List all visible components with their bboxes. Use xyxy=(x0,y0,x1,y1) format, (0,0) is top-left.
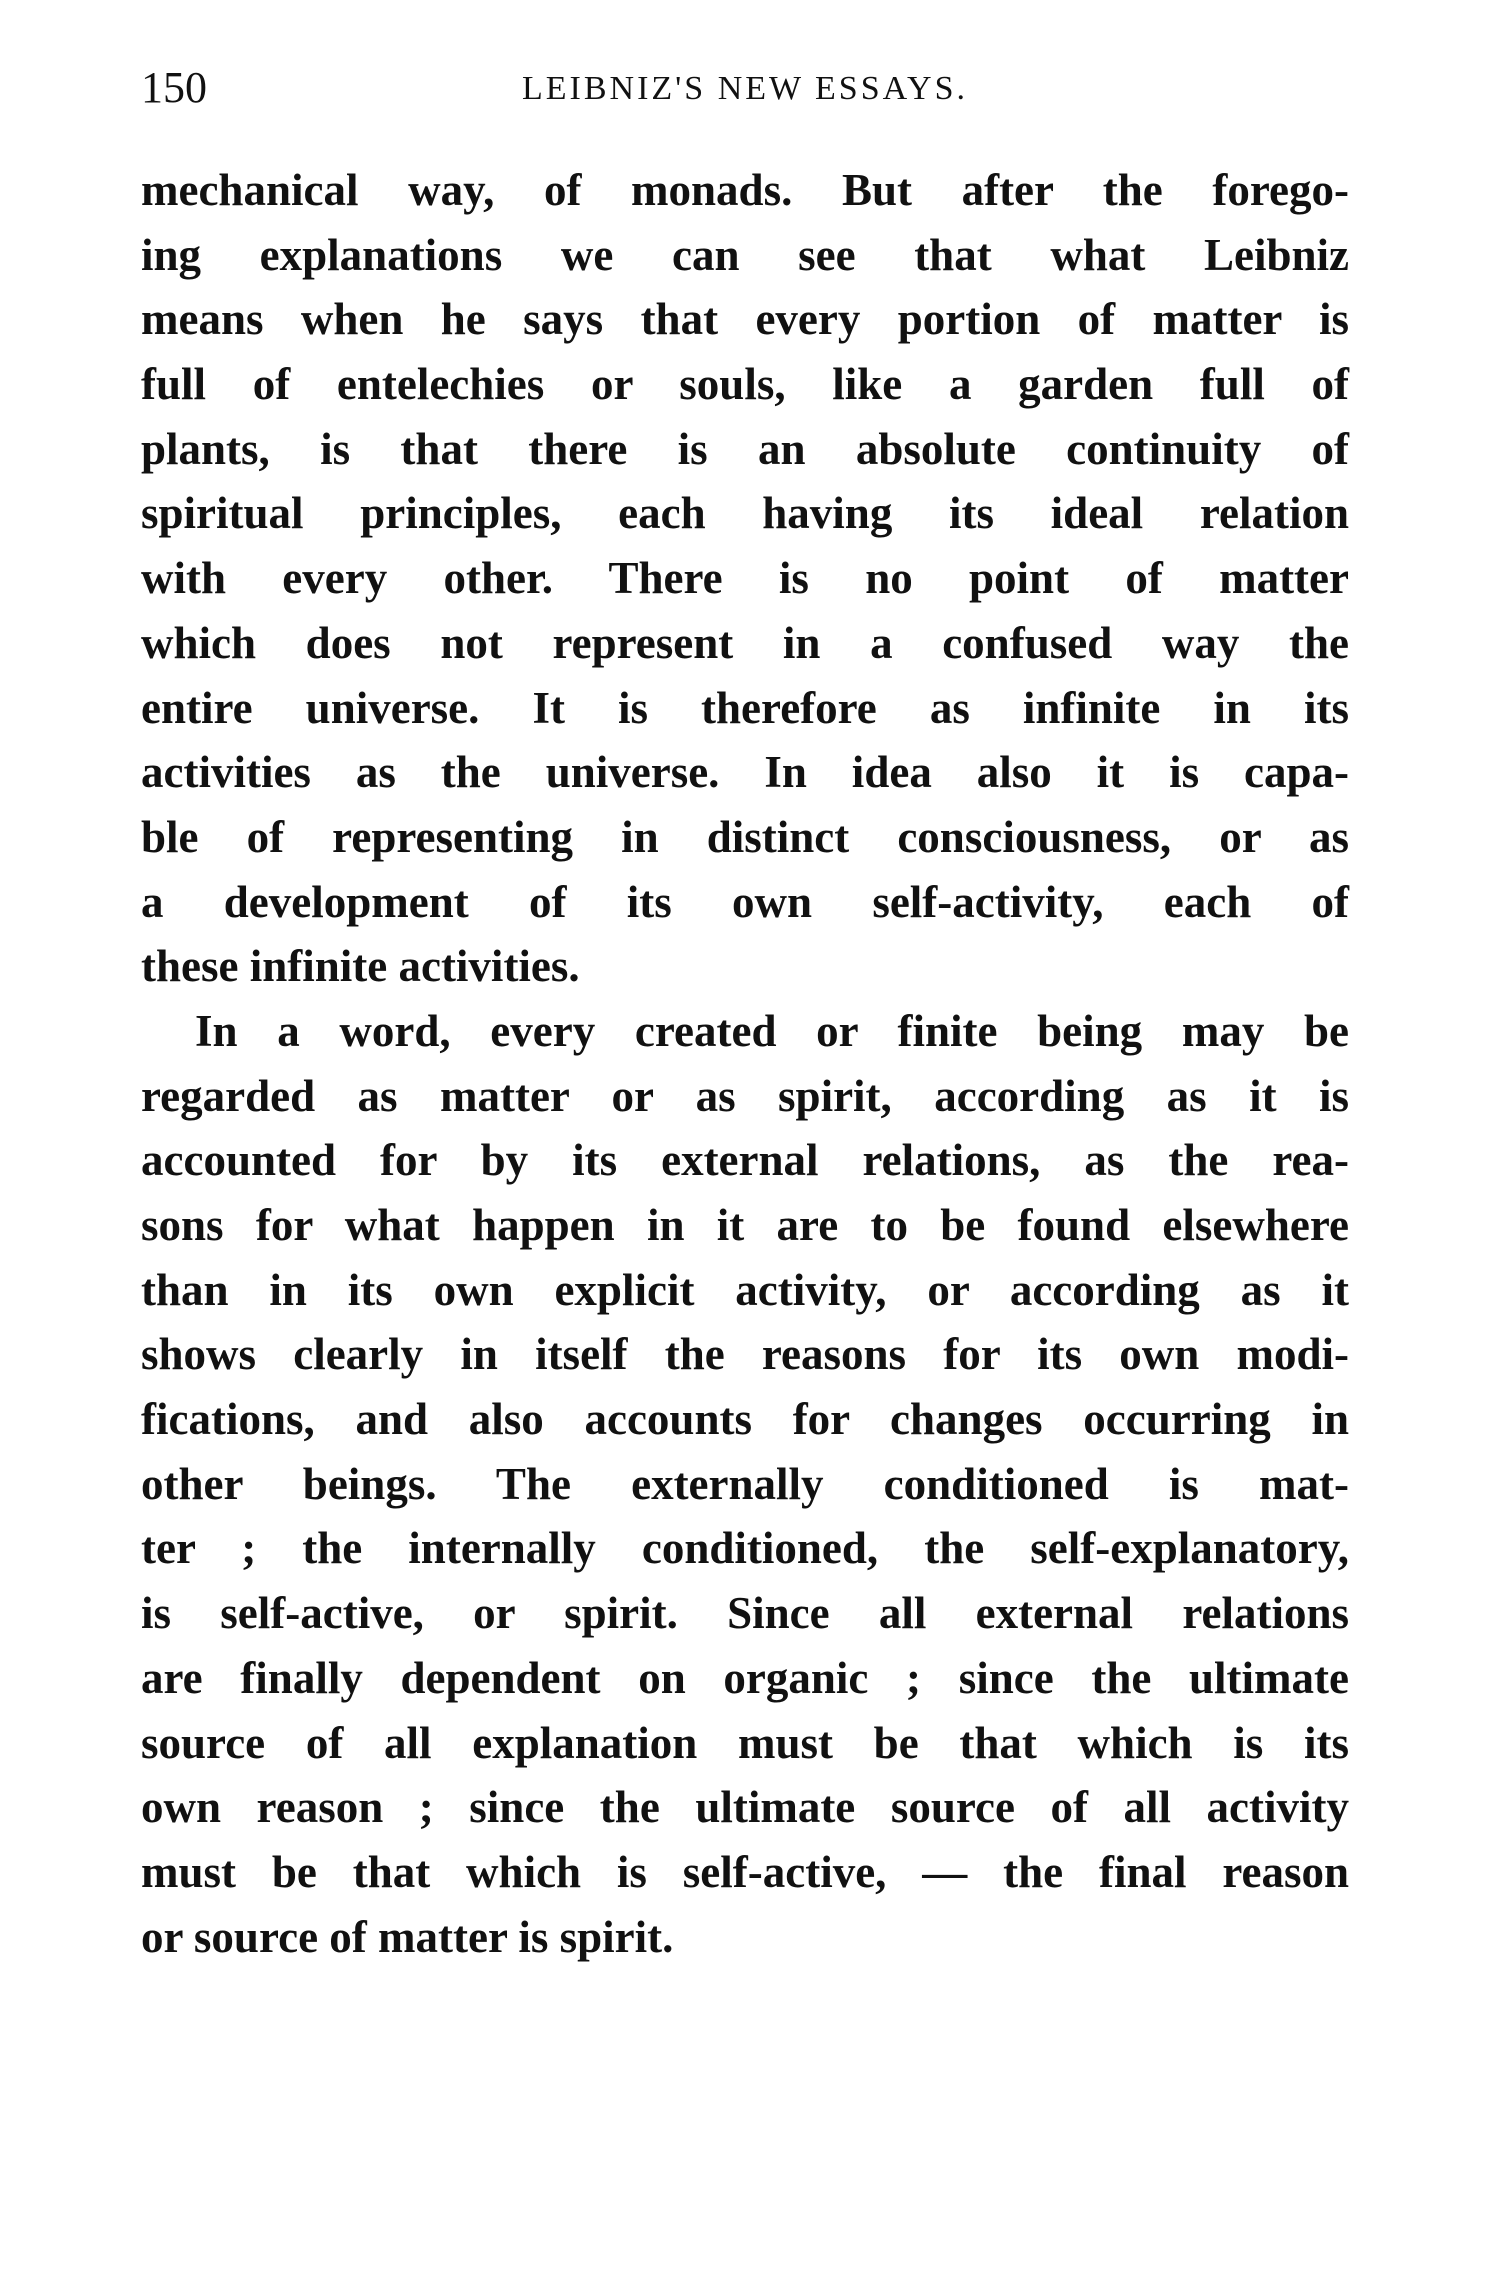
text-line: In a word, every created or finite being may be xyxy=(195,1005,1349,1056)
text-line: is self-active, or spirit. Since all external relations xyxy=(141,1588,1349,1639)
paragraph xyxy=(141,158,1349,999)
text-line: these infinite activities. xyxy=(141,941,580,992)
text-line: entire universe. It is therefore as infinite in its xyxy=(141,682,1349,733)
text-line: a development of its own self-activity, each of xyxy=(141,876,1349,927)
text-line: plants, is that there is an absolute continuity of xyxy=(141,423,1349,474)
text-line: or source of matter is spirit. xyxy=(141,1911,674,1962)
text-line: regarded as matter or as spirit, according as it is xyxy=(141,1070,1349,1121)
text-line: than in its own explicit activity, or according as it xyxy=(141,1264,1349,1315)
text-line: must be that which is self-active, — the final reason xyxy=(141,1846,1349,1897)
text-line: accounted for by its external relations, as the rea- xyxy=(141,1135,1349,1186)
text-line: other beings. The externally conditioned is mat- xyxy=(141,1458,1349,1509)
text-line: fications, and also accounts for changes occurring in xyxy=(141,1394,1349,1445)
text-line: with every other. There is no point of matter xyxy=(141,553,1349,604)
text-line: own reason ; since the ultimate source of all activity xyxy=(141,1782,1349,1833)
text-line: means when he says that every portion of matter is xyxy=(141,294,1349,345)
text-line: activities as the universe. In idea also it is capa- xyxy=(141,747,1349,798)
text-line: are finally dependent on organic ; since the ultimate xyxy=(141,1652,1349,1703)
text-line: full of entelechies or souls, like a garden full of xyxy=(141,359,1349,410)
text-line: ter ; the internally conditioned, the self-explanatory, xyxy=(141,1523,1349,1574)
page-number: 150 xyxy=(141,63,207,112)
text-line: sons for what happen in it are to be found elsewhere xyxy=(141,1200,1349,1250)
text-line: shows clearly in itself the reasons for its own modi- xyxy=(141,1329,1349,1380)
text-line: which does not represent in a confused way the xyxy=(141,617,1349,668)
page-body xyxy=(141,158,1349,1969)
text-line: ble of representing in distinct consciousness, or as xyxy=(141,811,1349,862)
text-line: source of all explanation must be that which is its xyxy=(141,1717,1349,1768)
paragraph xyxy=(141,999,1349,1969)
text-line: mechanical way, of monads. But after the forego- xyxy=(141,165,1349,215)
text-line: ing explanations we can see that what Leibniz xyxy=(141,229,1349,280)
text-line: spiritual principles, each having its ideal relation xyxy=(141,488,1349,539)
running-title: LEIBNIZ'S NEW ESSAYS. xyxy=(522,70,968,107)
